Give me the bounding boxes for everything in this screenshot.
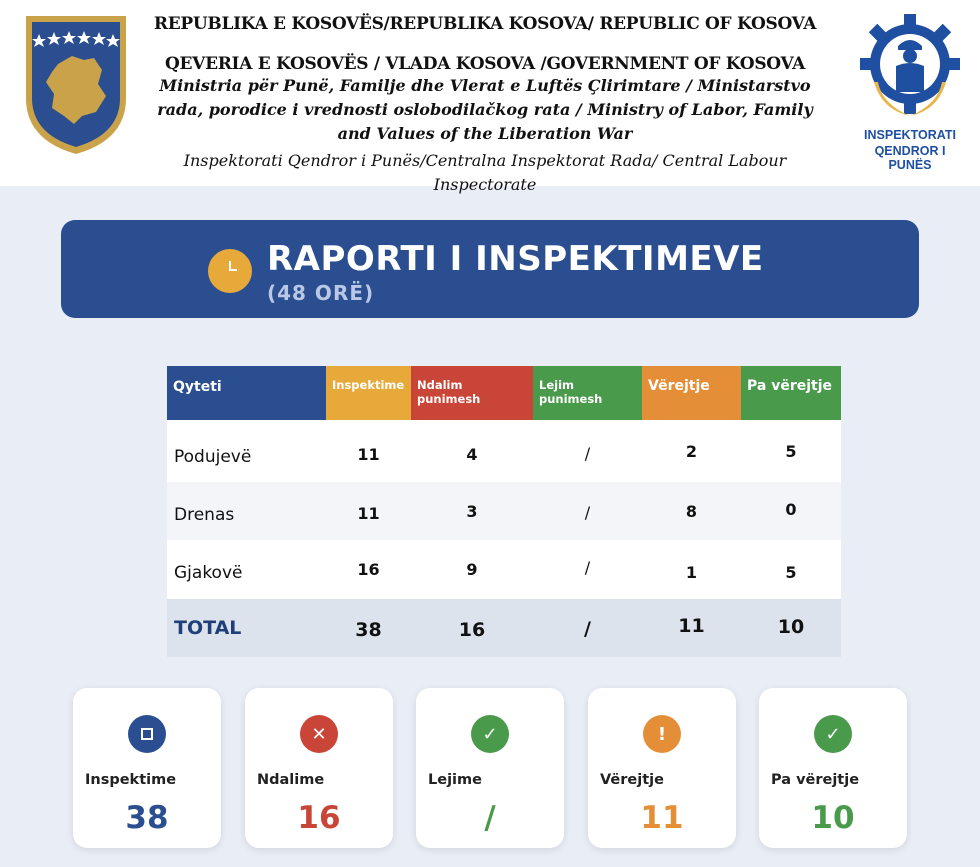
summary-card-inspektime — [73, 688, 221, 848]
summary-card-lejime — [416, 688, 564, 848]
card-label: Ndalime — [257, 772, 325, 788]
inspektime-cell: 11 — [357, 503, 380, 523]
table-header — [167, 366, 841, 420]
header-pa-verejtje: Pa vërejtje — [741, 366, 841, 420]
verejtje-cell: 1 — [685, 563, 698, 582]
summary-card-pa-verejtje — [759, 688, 907, 848]
header-verejtje: Vërejtje — [642, 366, 741, 420]
report-title: RAPORTI I INSPEKTIMEVE — [267, 239, 764, 279]
inspektime-cell: 11 — [357, 444, 380, 464]
card-value: 10 — [811, 800, 855, 836]
card-value: 16 — [297, 800, 341, 836]
card-value: 11 — [640, 800, 684, 836]
exclamation-icon: ! — [643, 715, 681, 753]
total-lejim: / — [584, 618, 591, 640]
kosovo-coat-of-arms-icon — [22, 12, 130, 158]
square-icon — [128, 715, 166, 753]
total-row — [167, 599, 841, 657]
inspectorate-title: Inspektorati Qendror i Punës/Centralna Inspektorat Rada/ Central Labour Inspectorate — [183, 151, 787, 194]
city-cell: Podujevë — [174, 447, 252, 467]
check-icon: ✓ — [471, 715, 509, 753]
card-label: Lejime — [428, 772, 482, 788]
ndalim-cell: 3 — [466, 501, 478, 521]
report-banner — [61, 220, 919, 318]
card-label: Vërejtje — [600, 772, 664, 788]
city-cell: Drenas — [174, 505, 235, 525]
ndalim-cell: 4 — [466, 444, 478, 464]
clock-icon — [208, 249, 252, 293]
pa-verejtje-cell: 0 — [785, 499, 797, 519]
pa-verejtje-cell: 5 — [785, 563, 797, 582]
header-inspektime: Inspektime — [326, 366, 411, 420]
total-label: TOTAL — [174, 617, 242, 639]
table-row — [167, 420, 841, 482]
worker-gear-logo-icon — [852, 12, 968, 124]
check-icon: ✓ — [814, 715, 852, 753]
document-header — [0, 0, 980, 194]
card-label: Inspektime — [85, 772, 177, 788]
header-ndalim: Ndalim punimesh — [411, 366, 533, 420]
summary-card-verejtje — [588, 688, 736, 848]
x-icon: ✕ — [300, 715, 338, 753]
total-inspektime: 38 — [355, 619, 382, 641]
city-cell: Gjakovë — [174, 562, 243, 583]
header-city: Qyteti — [167, 366, 326, 420]
lejim-cell: / — [584, 502, 591, 522]
verejtje-cell: 8 — [685, 501, 698, 521]
verejtje-cell: 2 — [685, 441, 698, 461]
pa-verejtje-cell: 5 — [785, 441, 797, 461]
card-value: / — [484, 800, 496, 836]
card-label: Pa vërejtje — [771, 772, 860, 788]
lejim-cell: / — [584, 443, 591, 463]
card-value: 38 — [125, 800, 169, 836]
total-verejtje: 11 — [678, 615, 705, 637]
republic-title: REPUBLIKA E KOSOVËS/REPUBLIKA KOSOVA/ REPUBLIC OF KOSOVA — [153, 14, 817, 34]
lejim-cell: / — [584, 558, 591, 577]
inspections-table — [167, 366, 841, 641]
total-pa-verejtje: 10 — [777, 616, 805, 638]
logo-text-line-1: INSPEKTORATI — [864, 128, 956, 142]
summary-card-ndalime — [245, 688, 393, 848]
inspectorate-logo — [852, 12, 968, 172]
ndalim-cell: 9 — [466, 560, 478, 579]
table-row — [167, 540, 841, 599]
header-lejim: Lejim punimesh — [533, 366, 642, 420]
table-row — [167, 482, 841, 540]
total-ndalim: 16 — [458, 619, 486, 641]
government-title: QEVERIA E KOSOVËS / VLADA KOSOVA /GOVERNMENT OF KOSOVA — [165, 54, 805, 74]
report-subtitle: (48 ORË) — [267, 281, 375, 305]
ministry-title: Ministria për Punë, Familje dhe Vlerat e Luftës Çlirimtare / Ministarstvo rada, porodice i vrednosti oslobodilačkog rata / Ministry of Labor, Family and Values of the Liberation War — [157, 76, 813, 143]
inspektime-cell: 16 — [357, 560, 380, 579]
logo-text-line-2: QENDROR I PUNËS — [874, 144, 946, 172]
